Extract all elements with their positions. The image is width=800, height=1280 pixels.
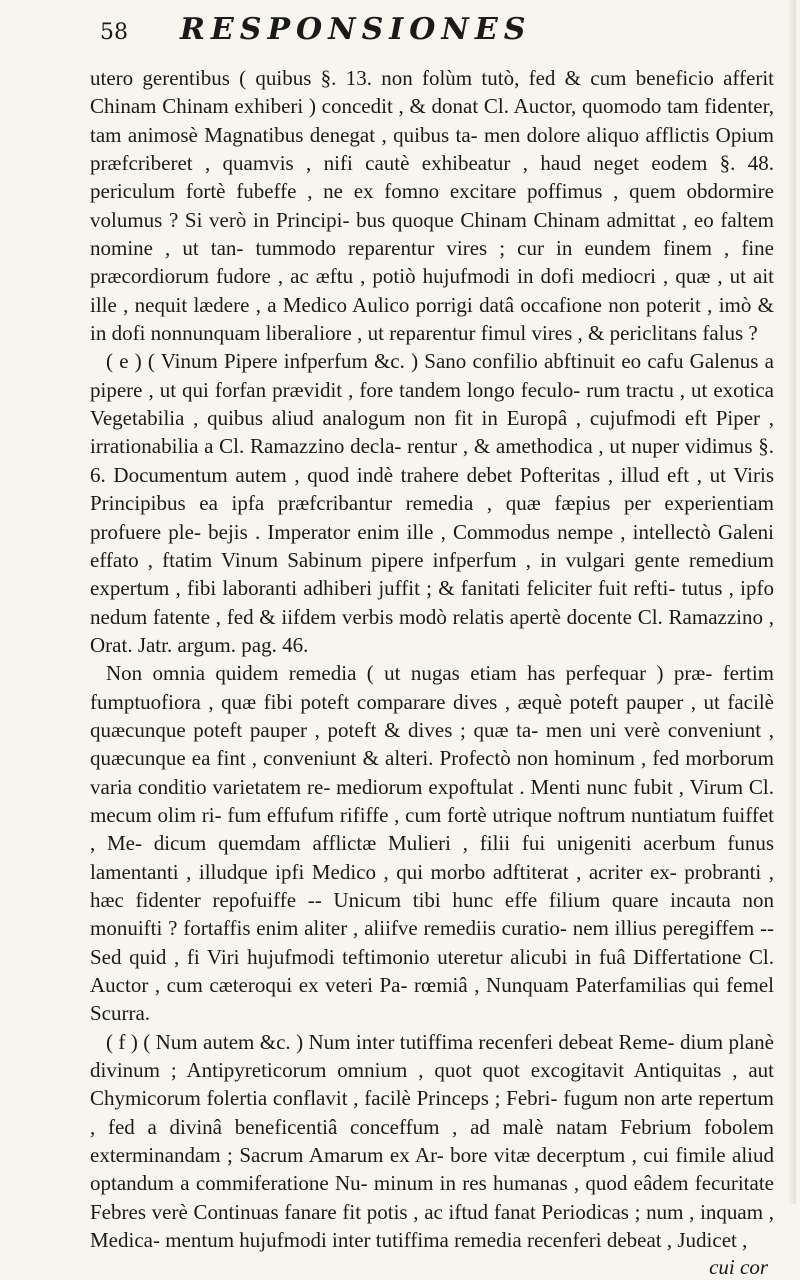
catchword: cui cor [709,1255,768,1280]
page-number: 58 [100,20,128,45]
paragraph: utero gerentibus ( quibus §. 13. non folùm tutò, fed & cum beneficio afferit Chinam Chinam exhiberi ) concedit , & donat Cl. Auctor, quomodo tam fidenter, tam animosè Magnatibus denegat , quibus ta- men dolore aliquo afflictis Opium præfcriberet , quamvis , nifi cautè exhibeatur , haud neget eodem §. 48. periculum fortè fubeffe , ne ex fomno excitare poffimus , quem obdormire volumus ? Si verò in Principi- bus quoque Chinam Chinam admittat , eo faltem nomine , ut tan- tummodo reparentur vires ; cur in eundem finem , fine præcordiorum fudore , ac æftu , potiò hujufmodi in dofi mediocri , quæ , ut ait ille , nequit lædere , a Medico Aulico porrigi datâ occafione non poterit , imò & in dofi nonnunquam liberaliore , ut reparentur fimul vires , & periclitans falus ? [90,66,774,346]
paragraph: ( e ) ( Vinum Pipere infperfum &c. ) Sano confilio abftinuit eo cafu Galenus a pipere , ut qui forfan prævidit , fore tandem longo feculo- rum tractu , ut exotica Vegetabilia , quibus aliud analogum non fit in Europâ , cujufmodi eft Piper , irrationabilia a Cl. Ramazzino decla- rentur , & amethodica , ut nuper vidimus §. 6. Documentum autem , quod indè trahere debet Pofteritas , illud eft , ut Viris Principibus ea ipfa præfcribantur remedia , quæ fæpius per experientiam profuere ple- bejis . Imperator enim ille , Commodus nempe , intellectò Galeni effato , ftatim Vinum Sabinum pipere infperfum , in vulgari gente remedium expertum , fibi laboranti adhiberi juffit ; & fanitati feliciter fuit refti- tutus , ipfo nedum fatente , fed & iifdem verbis modò relatis apertè docente Cl. Ramazzino , Orat. Jatr. argum. pag. 46. [90,349,774,657]
running-title: RESPONSIONES [180,12,532,47]
body-text [90,64,774,1254]
paragraph: Non omnia quidem remedia ( ut nugas etiam has perfequar ) præ- fertim fumptuofiora , quæ fibi poteft comparare dives , æquè poteft pauper , ut facilè quæcunque poteft pauper , poteft & dives ; quæ ta- men uni verè conveniunt , quæcunque ea fint , conveniunt & alteri. Profectò non hominum , fed morborum varia conditio varietatem re- mediorum expoftulat . Menti nunc fubit , Virum Cl. mecum olim ri- fum effufum rififfe , cum fortè utrique noftrum nuntiatum fuiffet , Me- dicum quemdam afflictæ Mulieri , filii fui unigeniti acerbum funus lamentanti , illudque ipfi Medico , qui morbo adftiterat , acriter ex- probranti , hæc fidenter repofuiffe -- Unicum tibi hunc effe filium quare incauta non monuifti ? fortaffis enim aliter , aliifve remediis curatio- nem illius peregiffem -- Sed quid , fi Viri hujufmodi teftimonio uteretur alicubi in fuâ Differtatione Cl. Auctor , cum cæteroqui ex veteri Pa- rœmiâ , Nunquam Paterfamilias qui femel Scurra. [90,661,774,1026]
page-edge-shadow [788,0,796,1204]
paragraph: ( f ) ( Num autem &c. ) Num inter tutiffima recenferi debeat Reme- dium planè divinum ; Antipyreticorum omnium , quot quot excogitavit Antiquitas , aut Chymicorum folertia conflavit , facilè Princeps ; Febri- fugum non arte repertum , fed a divinâ beneficentiâ conceffum , ad malè natam Febrium fobolem exterminandam ; Sacrum Amarum ex Ar- bore vitæ decerptum , cui fimile aliud optandum a commiferatione Nu- minum in res humanas , quod eâdem fecuritate Febres verè Continuas fanare fit potis , ac iftud fanat Periodicas ; num , inquam , Medica- mentum hujufmodi inter tutiffima remedia recenferi debeat , Judicet , [90,1029,774,1253]
running-head [90,10,774,66]
